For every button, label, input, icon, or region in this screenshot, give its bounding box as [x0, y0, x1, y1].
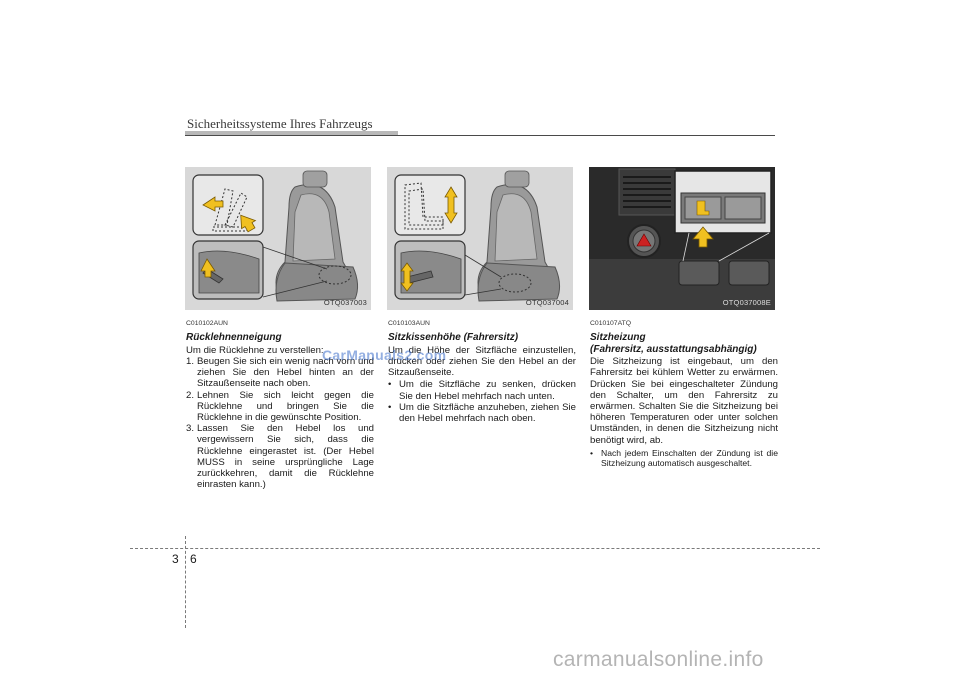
- section-intro: Um die Höhe der Sitzfläche einzustellen, drücken oder ziehen Sie den Hebel an der Sitzaußenseite.: [388, 344, 576, 379]
- list-marker: 3.: [186, 423, 195, 435]
- list-item-text: Lassen Sie den Hebel los und vergewissern Sie sich, dass die Rücklehne eingerastet ist. (Der Hebel MUSS in seine ursprüngliche Lage zurückkehren, damit die Rücklehne einrasten kann.): [197, 423, 374, 491]
- section-heading: Sitzheizung: [590, 332, 646, 344]
- list-marker: •: [388, 401, 392, 413]
- watermark: CarManuals2.com: [322, 347, 447, 363]
- bullet-list: [388, 379, 576, 424]
- header-rule: [185, 135, 775, 136]
- list-marker: 2.: [186, 389, 195, 401]
- page-header-title: Sicherheitssysteme Ihres Fahrzeugs: [187, 116, 373, 131]
- site-watermark: carmanualsonline.info: [553, 648, 764, 671]
- section-subheading: (Fahrersitz, ausstattungsabhängig): [590, 343, 757, 355]
- footer-divider: [185, 536, 186, 628]
- figure-code: OTQ037004: [525, 298, 569, 307]
- figure-seat-heater: [589, 167, 775, 310]
- list-item: [590, 448, 778, 469]
- list-marker: •: [388, 379, 392, 391]
- bullet-list: [590, 448, 778, 469]
- seat-heater-illustration: [589, 167, 775, 310]
- list-marker: 1.: [186, 355, 195, 367]
- page-number: 6: [190, 552, 197, 566]
- chapter-number: 3: [172, 552, 179, 566]
- section-heading: Sitzkissenhöhe (Fahrersitz): [388, 332, 519, 344]
- list-item-text: Lehnen Sie sich leicht gegen die Rücklehne und bringen Sie die Rücklehne in die gewünschte Position.: [197, 389, 374, 423]
- section-code: C010102AUN: [186, 320, 228, 327]
- footer-rule: [130, 548, 820, 549]
- section-heading: Rücklehnenneigung: [186, 332, 282, 344]
- section-intro: Um die Rücklehne zu verstellen:: [186, 344, 324, 356]
- figure-seat-recline: [185, 167, 371, 310]
- list-item-text: Um die Sitzfläche anzuheben, ziehen Sie den Hebel mehrfach nach oben.: [399, 401, 576, 424]
- section-code: C010103AUN: [388, 320, 430, 327]
- list-item-text: Nach jedem Einschalten der Zündung ist die Sitzheizung automatisch ausgeschaltet.: [601, 447, 778, 469]
- figure-seat-height: [387, 167, 573, 310]
- section-code: C010107ATQ: [590, 320, 632, 327]
- figure-code: OTQ037008E: [722, 298, 771, 307]
- list-item-text: Um die Sitzfläche zu senken, drücken Sie den Hebel mehrfach nach unten.: [399, 379, 576, 402]
- list-item-text: Beugen Sie sich ein wenig nach vorn und ziehen Sie den Hebel hinten an der Sitzaußenseite nach oben.: [197, 355, 374, 390]
- list-item: [186, 390, 374, 424]
- list-marker: •: [590, 447, 594, 458]
- seat-height-illustration: [387, 167, 573, 310]
- section-seat-heater: [590, 318, 778, 469]
- list-item: [186, 423, 374, 490]
- step-list: [186, 356, 374, 490]
- seat-recline-illustration: [185, 167, 371, 310]
- list-item: [388, 379, 576, 401]
- section-intro: Die Sitzheizung ist eingebaut, um den Fahrersitz bei kühlem Wetter zu erwärmen. Drücken Sie bei eingeschalteter Zündung den Schalter, um den Fahrersitz zu erwärmen. Schalten Sie die Sitzheizung bei höheren Temperaturen oder unter solchen Umständen, in denen die Sitzheizung nicht benötigt wird, ab.: [590, 356, 778, 446]
- figure-code: OTQ037003: [323, 298, 367, 307]
- list-item: [388, 402, 576, 424]
- section-recline: [186, 318, 374, 490]
- section-seat-height: [388, 318, 576, 424]
